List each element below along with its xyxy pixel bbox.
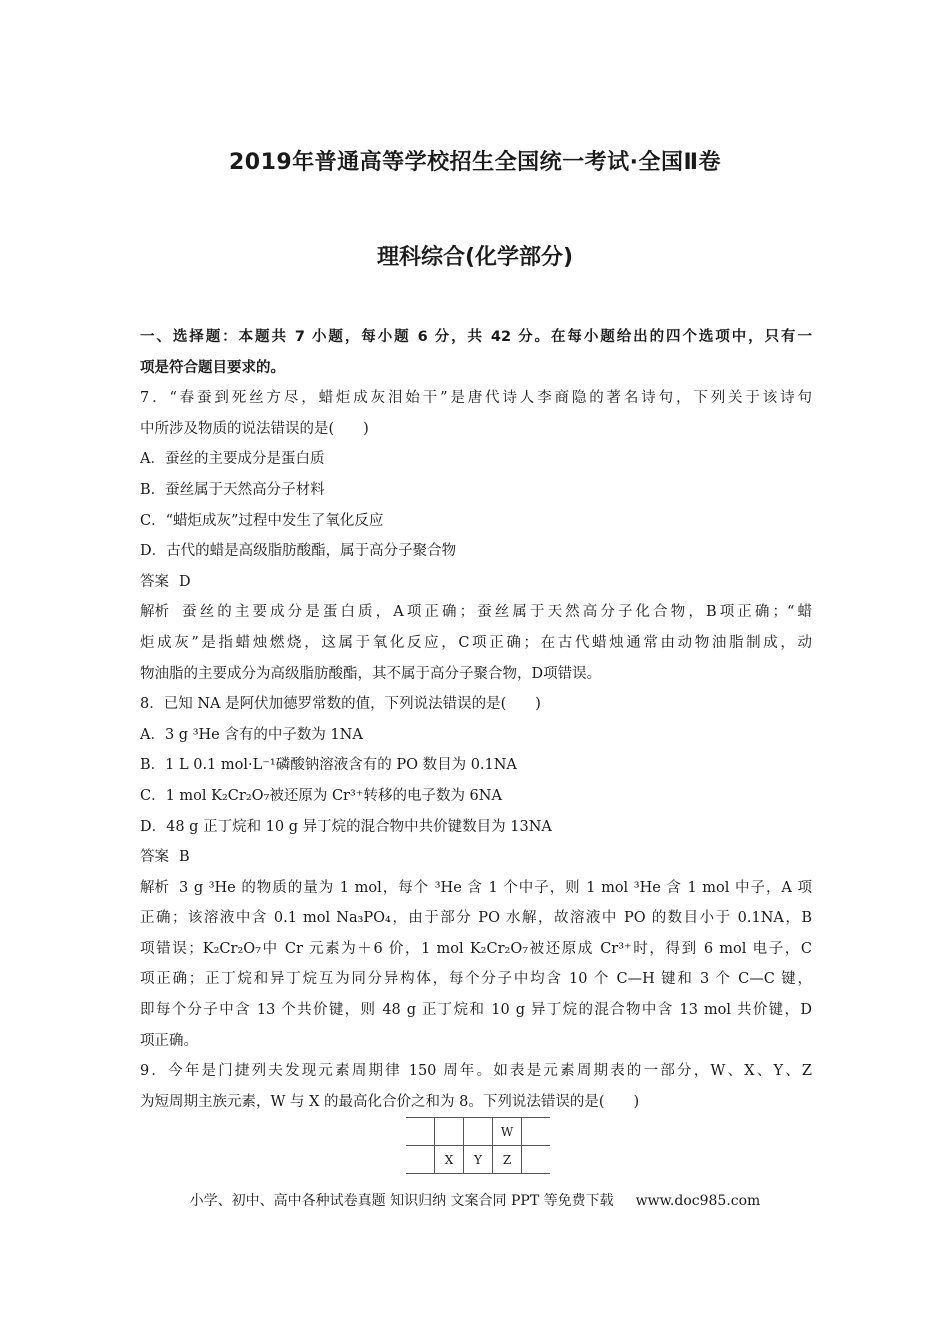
text-line — [140, 322, 812, 353]
line-text: 炬成灰”是指蜡烛燃烧，这属于氧化反应，C项正确；在古代蜡烛通常由动物油脂制成，动 — [140, 634, 812, 651]
text-line — [140, 659, 812, 690]
table-cell — [522, 1146, 551, 1174]
table-cell: W — [493, 1118, 522, 1146]
line-text: 即每个分子中含 13 个共价键，则 48 g 正丁烷和 10 g 异丁烷的混合物中含 13 mol 共价键，D — [140, 1002, 812, 1019]
question-content — [140, 322, 812, 1117]
line-text: 项错误；K₂Cr₂O₇中 Cr 元素为＋6 价，1 mol K₂Cr₂O₇被还原成 Cr³⁺时，得到 6 mol 电子，C — [140, 940, 812, 957]
line-text: 8．已知 NA 是阿伏加德罗常数的值，下列说法错误的是( ) — [140, 696, 541, 713]
text-line — [140, 689, 812, 720]
text-line — [140, 444, 812, 475]
exam-subtitle: 理科综合(化学部分) — [376, 245, 574, 270]
table-cell — [464, 1118, 493, 1146]
line-text: 物油脂的主要成分为高级脂肪酸酯，其不属于高分子聚合物，D项错误。 — [140, 665, 602, 682]
answer-label: 答案 — [140, 573, 169, 590]
answer-label: 答案 — [140, 849, 169, 866]
text-line — [140, 353, 812, 384]
line-text: 一、选择题：本题共 7 小题，每小题 6 分，共 42 分。在每小题给出的四个选项中，只有一 — [140, 329, 812, 345]
text-line — [140, 628, 812, 659]
table-cell: X — [435, 1146, 464, 1174]
text-line — [140, 964, 812, 995]
text-line — [140, 781, 812, 812]
line-text: D．古代的蜡是高级脂肪酸酯，属于高分子聚合物 — [140, 543, 457, 560]
text-line — [140, 873, 812, 904]
text-line — [140, 995, 812, 1026]
answer-label: 解析 — [140, 879, 169, 896]
text-line — [140, 1087, 812, 1118]
periodic-table-fragment — [406, 1117, 550, 1174]
text-line — [140, 383, 812, 414]
page-footer — [0, 1190, 950, 1210]
text-line — [140, 903, 812, 934]
table-row — [406, 1146, 550, 1174]
text-line — [140, 414, 812, 445]
text-line — [140, 720, 812, 751]
line-text: 7．“春蚕到死丝方尽，蜡炬成灰泪始干”是唐代诗人李商隐的著名诗句，下列关于该诗句 — [140, 390, 812, 407]
footer-text: 小学、初中、高中各种试卷真题 知识归纳 文案合同 PPT 等免费下载 — [189, 1193, 614, 1209]
line-text: D．48 g 正丁烷和 10 g 异丁烷的混合物中共价键数目为 13NA — [140, 818, 552, 835]
line-text: A．蚕丝的主要成分是蛋白质 — [140, 451, 325, 468]
exam-title: 2019年普通高等学校招生全国统一考试·全国Ⅱ卷 — [228, 150, 722, 175]
line-text: 9．今年是门捷列夫发现元素周期律 150 周年。如表是元素周期表的一部分，W、X、Y、Z — [140, 1063, 812, 1080]
table-cell — [522, 1118, 551, 1146]
text-line — [140, 597, 812, 628]
line-text: 中所涉及物质的说法错误的是( ) — [140, 420, 369, 437]
line-text: D — [179, 573, 191, 590]
text-line — [140, 475, 812, 506]
line-text: C．“蜡炬成灰”过程中发生了氧化反应 — [140, 512, 384, 529]
text-line — [140, 1056, 812, 1087]
line-text: 为短周期主族元素，W 与 X 的最高化合价之和为 8。下列说法错误的是( ) — [140, 1093, 640, 1110]
text-line — [140, 1026, 812, 1057]
text-line — [140, 506, 812, 537]
line-text: B．1 L 0.1 mol·L⁻¹磷酸钠溶液含有的 PO 数目为 0.1NA — [140, 757, 517, 774]
table-cell — [406, 1146, 435, 1174]
line-text: 正确；该溶液中含 0.1 mol Na₃PO₄，由于部分 PO 水解，故溶液中 PO 的数目小于 0.1NA，B — [140, 910, 812, 927]
line-text: B — [179, 849, 190, 866]
table-cell — [406, 1118, 435, 1146]
table-row — [406, 1118, 550, 1146]
text-line — [140, 934, 812, 965]
text-line — [140, 842, 812, 873]
text-line — [140, 812, 812, 843]
table-cell: Z — [493, 1146, 522, 1174]
answer-label: 解析 — [140, 604, 169, 621]
line-text: A．3 g ³He 含有的中子数为 1NA — [140, 726, 363, 743]
line-text: 项正确；正丁烷和异丁烷互为同分异构体，每个分子中均含 10 个 C—H 键和 3 个 C—C 键， — [140, 971, 812, 988]
table-cell: Y — [464, 1146, 493, 1174]
text-line — [140, 536, 812, 567]
line-text: C．1 mol K₂Cr₂O₇被还原为 Cr³⁺转移的电子数为 6NA — [140, 787, 502, 804]
text-line — [140, 567, 812, 598]
table-cell — [435, 1118, 464, 1146]
line-text: B．蚕丝属于天然高分子材料 — [140, 481, 325, 498]
line-text: 项是符合题目要求的。 — [140, 359, 285, 376]
text-line — [140, 750, 812, 781]
line-text: 蚕丝的主要成分是蛋白质，A项正确；蚕丝属于天然高分子化合物，B项正确；“蜡 — [179, 604, 812, 621]
line-text: 3 g ³He 的物质的量为 1 mol，每个 ³He 含 1 个中子，则 1 mol ³He 含 1 mol 中子，A 项 — [179, 879, 812, 896]
footer-site: www.doc985.com — [635, 1193, 761, 1209]
line-text: 项正确。 — [140, 1032, 198, 1049]
